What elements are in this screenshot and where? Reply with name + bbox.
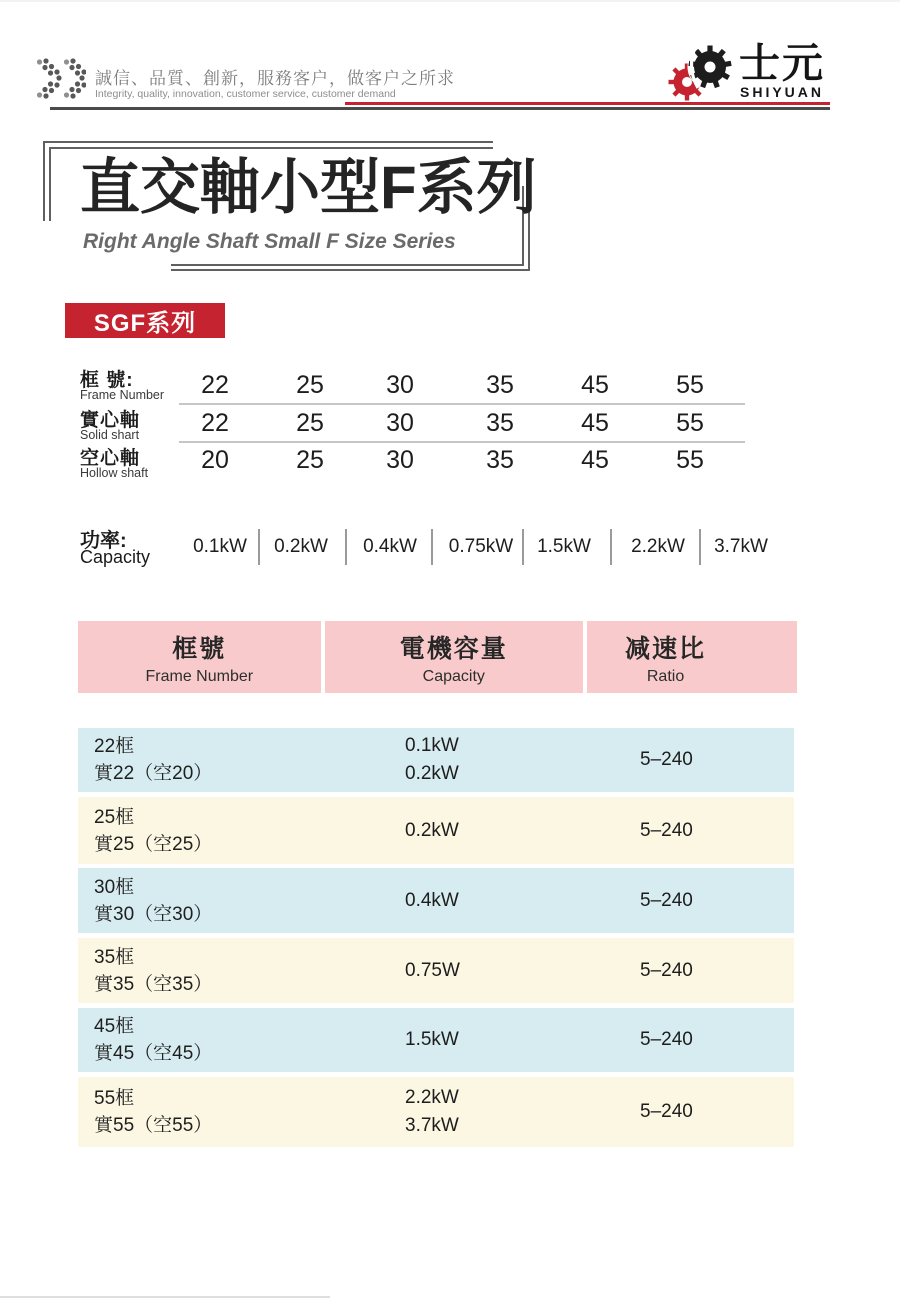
frame-shafts: 實55（空55） xyxy=(94,1115,213,1136)
spec-value: 30 xyxy=(386,409,414,437)
series-badge: SGF系列 xyxy=(65,303,225,338)
capacity-line: 0.2kW xyxy=(405,763,459,784)
ratio-cell: 5–240 xyxy=(640,1101,693,1122)
page-subtitle: Right Angle Shaft Small F Size Series xyxy=(83,230,456,253)
frame-cell xyxy=(78,874,405,928)
capacity-value: 0.2kW xyxy=(274,536,328,557)
frame-size: 25框 xyxy=(94,806,135,828)
table-row xyxy=(78,728,794,792)
frame-size: 22框 xyxy=(94,736,135,757)
frame-cell xyxy=(78,944,405,998)
table-row xyxy=(78,1077,794,1147)
header-cell-capacity xyxy=(325,621,583,693)
slogan-english: Integrity, quality, innovation, customer service, customer demand xyxy=(95,88,396,100)
ratio-cell: 5–240 xyxy=(640,749,693,770)
frame-shafts: 實35（空35） xyxy=(94,973,213,995)
table-row xyxy=(78,868,794,933)
frame-cell xyxy=(78,1013,405,1067)
capacity-cell xyxy=(405,817,640,845)
table-row xyxy=(78,938,794,1003)
spec-row-label-solid-cn: 實心軸 xyxy=(80,410,141,431)
ratio-cell: 5–240 xyxy=(640,1029,693,1050)
logo-wordmark-chinese: 士元 xyxy=(739,40,825,86)
capacity-divider xyxy=(431,529,433,565)
ratio-cell: 5–240 xyxy=(640,889,693,911)
main-table-header xyxy=(78,621,797,693)
capacity-value: 1.5kW xyxy=(537,536,591,557)
spec-value: 30 xyxy=(386,446,414,474)
spec-row-label-hollow-en: Hollow shaft xyxy=(80,466,149,480)
spec-value: 55 xyxy=(676,446,704,474)
capacity-value: 0.1kW xyxy=(193,536,247,557)
spec-value: 25 xyxy=(296,409,324,437)
capacity-divider xyxy=(258,529,260,565)
frame-shafts: 實25（空25） xyxy=(94,833,213,855)
header-rule-red xyxy=(345,102,830,105)
capacity-label-en: Capacity xyxy=(80,547,151,567)
spec-row-label-hollow-cn: 空心軸 xyxy=(80,448,141,469)
spec-separator xyxy=(179,441,745,443)
frame-cell xyxy=(78,1085,405,1139)
capacity-label-cn: 功率: xyxy=(80,530,127,552)
frame-size: 30框 xyxy=(94,876,135,898)
header-cn: 框號 xyxy=(172,634,227,663)
frame-size: 45框 xyxy=(94,1016,135,1037)
spec-value: 55 xyxy=(676,409,704,437)
spec-value: 22 xyxy=(201,409,229,437)
spec-row-label-solid-en: Solid shart xyxy=(80,428,140,442)
logo-wordmark-english: SHIYUAN xyxy=(740,84,825,100)
capacity-cell xyxy=(405,1026,640,1054)
capacity-divider xyxy=(610,529,612,565)
header-en: Capacity xyxy=(422,667,485,685)
frame-shafts: 實45（空45） xyxy=(94,1043,213,1064)
capacity-cell xyxy=(405,957,640,985)
header-cell-ratio xyxy=(587,621,797,693)
capacity-cell xyxy=(405,732,640,788)
capacity-line: 2.2kW xyxy=(405,1087,459,1108)
spec-value: 35 xyxy=(486,446,514,474)
header-cn: 電機容量 xyxy=(399,634,508,663)
capacity-line: 0.75W xyxy=(405,959,460,981)
capacity-line: 3.7kW xyxy=(405,1115,459,1136)
capacity-value: 0.75kW xyxy=(448,536,514,557)
spec-value: 35 xyxy=(486,409,514,437)
spec-value: 22 xyxy=(201,371,229,399)
capacity-cell xyxy=(405,1084,640,1140)
spec-value: 20 xyxy=(201,446,229,474)
dots-chevron-icon xyxy=(36,58,86,100)
capacity-cell xyxy=(405,887,640,915)
page-top-edge-line xyxy=(0,0,900,2)
capacity-line: 0.2kW xyxy=(405,819,459,841)
spec-value: 45 xyxy=(581,371,609,399)
ratio-cell: 5–240 xyxy=(640,959,693,981)
capacity-divider xyxy=(699,529,701,565)
page-title: 直交軸小型F系列 xyxy=(80,154,537,221)
gear-logo-icon xyxy=(666,42,736,106)
capacity-value: 2.2kW xyxy=(631,536,685,557)
frame-size: 55框 xyxy=(94,1088,135,1109)
capacity-line: 0.1kW xyxy=(405,735,459,756)
frame-cell xyxy=(78,804,405,858)
header-cell-frame-number xyxy=(78,621,321,693)
spec-value: 45 xyxy=(581,409,609,437)
table-row xyxy=(78,797,794,864)
frame-cell xyxy=(78,733,405,787)
capacity-value: 0.4kW xyxy=(363,536,417,557)
slogan-chinese: 誠信、品質、創新，服務客户，做客户之所求 xyxy=(95,69,455,88)
frame-shafts: 實22（空20） xyxy=(94,763,213,784)
spec-separator xyxy=(179,403,745,405)
capacity-line: 0.4kW xyxy=(405,889,459,911)
capacity-divider xyxy=(345,529,347,565)
page-bottom-edge-line xyxy=(0,1296,330,1298)
spec-value: 35 xyxy=(486,371,514,399)
spec-value: 55 xyxy=(676,371,704,399)
frame-shafts: 實30（空30） xyxy=(94,903,213,925)
frame-size: 35框 xyxy=(94,946,135,968)
spec-value: 30 xyxy=(386,371,414,399)
spec-value: 25 xyxy=(296,371,324,399)
spec-row-label-frame-en: Frame Number xyxy=(80,388,165,402)
spec-value: 45 xyxy=(581,446,609,474)
table-row xyxy=(78,1008,794,1072)
spec-value: 25 xyxy=(296,446,324,474)
header-en: Ratio xyxy=(646,667,685,685)
capacity-value: 3.7kW xyxy=(714,536,768,557)
ratio-cell: 5–240 xyxy=(640,819,693,841)
header-rule-dark xyxy=(50,107,830,110)
spec-row-label-frame-cn: 框 號: xyxy=(80,370,134,391)
header-cn: 减速比 xyxy=(625,634,707,663)
header-en: Frame Number xyxy=(145,667,254,685)
capacity-line: 1.5kW xyxy=(405,1029,459,1050)
capacity-divider xyxy=(522,529,524,565)
